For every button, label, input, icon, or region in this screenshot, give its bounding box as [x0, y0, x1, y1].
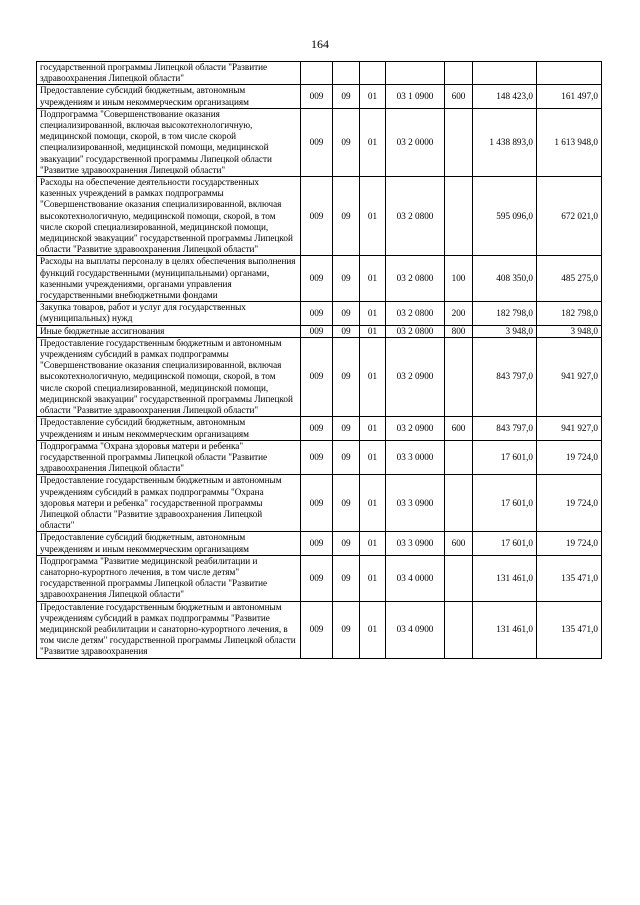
amount-year2-cell: 941 927,0 — [537, 417, 602, 440]
section-code-cell: 09 — [333, 532, 360, 555]
expense-type-cell: 600 — [445, 417, 473, 440]
subsection-code-cell: 01 — [360, 325, 386, 337]
table-body — [37, 62, 602, 659]
expense-type-cell: 600 — [445, 532, 473, 555]
table-row — [37, 337, 602, 416]
section-code-cell: 09 — [333, 555, 360, 601]
table-row — [37, 475, 602, 532]
target-article-cell: 03 3 0900 — [386, 532, 445, 555]
target-article-cell: 03 2 0800 — [386, 325, 445, 337]
target-article-cell: 03 3 0000 — [386, 440, 445, 475]
target-article-cell: 03 4 0900 — [386, 601, 445, 658]
amount-year2-cell: 135 471,0 — [537, 601, 602, 658]
section-code-cell: 09 — [333, 108, 360, 176]
expense-type-cell — [445, 555, 473, 601]
table-row — [37, 532, 602, 555]
ved-code-cell: 009 — [301, 337, 333, 416]
subsection-code-cell: 01 — [360, 475, 386, 532]
amount-year1-cell: 131 461,0 — [473, 555, 537, 601]
section-code-cell: 09 — [333, 302, 360, 325]
section-code-cell: 09 — [333, 601, 360, 658]
amount-year2-cell: 485 275,0 — [537, 256, 602, 302]
table-row — [37, 325, 602, 337]
amount-year1-cell: 1 438 893,0 — [473, 108, 537, 176]
target-article-cell: 03 2 0800 — [386, 256, 445, 302]
amount-year2-cell: 135 471,0 — [537, 555, 602, 601]
table-row — [37, 440, 602, 475]
target-article-cell: 03 3 0900 — [386, 475, 445, 532]
ved-code-cell: 009 — [301, 256, 333, 302]
amount-year2-cell: 3 948,0 — [537, 325, 602, 337]
table-row — [37, 177, 602, 256]
subsection-code-cell: 01 — [360, 555, 386, 601]
amount-year2-cell: 19 724,0 — [537, 532, 602, 555]
amount-year1-cell: 17 601,0 — [473, 475, 537, 532]
ved-code-cell: 009 — [301, 108, 333, 176]
budget-table — [36, 61, 602, 659]
subsection-code-cell: 01 — [360, 256, 386, 302]
expense-type-cell: 600 — [445, 85, 473, 108]
expense-type-cell: 800 — [445, 325, 473, 337]
target-article-cell: 03 2 0900 — [386, 417, 445, 440]
expense-type-cell: 200 — [445, 302, 473, 325]
table-row — [37, 601, 602, 658]
expense-type-cell — [445, 62, 473, 85]
amount-year1-cell: 3 948,0 — [473, 325, 537, 337]
table-row — [37, 555, 602, 601]
table-row — [37, 256, 602, 302]
row-name-cell: Расходы на обеспечение деятельности государственных казенных учреждений в рамках подпрограммы "Совершенствование оказания специализированной, включая высокотехнологичную, медицинской помощи, скорой, в том числе скорой специализированной, медицинской помощи, медицинской эвакуации" государственной программы Липецкой области "Развитие здравоохранения Липецкой области" — [37, 177, 301, 256]
ved-code-cell: 009 — [301, 601, 333, 658]
amount-year2-cell: 19 724,0 — [537, 475, 602, 532]
target-article-cell: 03 2 0900 — [386, 337, 445, 416]
row-name-cell: Подпрограмма "Охрана здоровья матери и ребенка" государственной программы Липецкой области "Развитие здравоохранения Липецкой области" — [37, 440, 301, 475]
expense-type-cell — [445, 601, 473, 658]
expense-type-cell — [445, 475, 473, 532]
amount-year1-cell: 182 798,0 — [473, 302, 537, 325]
amount-year2-cell: 941 927,0 — [537, 337, 602, 416]
target-article-cell: 03 2 0800 — [386, 302, 445, 325]
subsection-code-cell: 01 — [360, 417, 386, 440]
expense-type-cell — [445, 337, 473, 416]
row-name-cell: Предоставление государственным бюджетным и автономным учреждениям субсидий в рамках подпрограммы "Совершенствование оказания специализированной, включая высокотехнологичную, медицинской помощи, скорой, в том числе скорой специализированной, медицинской помощи, медицинской эвакуации" государственной программы Липецкой области "Развитие здравоохранения Липецкой области" — [37, 337, 301, 416]
row-name-cell: Подпрограмма "Совершенствование оказания специализированной, включая высокотехнологичную, медицинской помощи, скорой, в том числе скорой специализированной, медицинской помощи, медицинской эвакуации" государственной программы Липецкой области "Развитие здравоохранения Липецкой области" — [37, 108, 301, 176]
subsection-code-cell — [360, 62, 386, 85]
target-article-cell: 03 4 0000 — [386, 555, 445, 601]
target-article-cell: 03 2 0800 — [386, 177, 445, 256]
amount-year2-cell: 672 021,0 — [537, 177, 602, 256]
amount-year1-cell: 17 601,0 — [473, 532, 537, 555]
page-number: 164 — [311, 37, 329, 51]
row-name-cell: Предоставление государственным бюджетным и автономным учреждениям субсидий в рамках подпрограммы "Охрана здоровья матери и ребенка" государственной программы Липецкой области "Развитие здравоохранения Липецкой области" — [37, 475, 301, 532]
section-code-cell: 09 — [333, 325, 360, 337]
amount-year2-cell: 182 798,0 — [537, 302, 602, 325]
ved-code-cell: 009 — [301, 555, 333, 601]
subsection-code-cell: 01 — [360, 177, 386, 256]
amount-year2-cell: 1 613 948,0 — [537, 108, 602, 176]
ved-code-cell: 009 — [301, 532, 333, 555]
expense-type-cell — [445, 108, 473, 176]
ved-code-cell: 009 — [301, 85, 333, 108]
section-code-cell: 09 — [333, 85, 360, 108]
table-row — [37, 62, 602, 85]
row-name-cell: Предоставление государственным бюджетным и автономным учреждениям субсидий в рамках подпрограммы "Развитие медицинской реабилитации и санаторно-курортного лечения, в том числе детям" государственной программы Липецкой области "Развитие здравоохранения — [37, 601, 301, 658]
amount-year1-cell: 408 350,0 — [473, 256, 537, 302]
subsection-code-cell: 01 — [360, 337, 386, 416]
expense-type-cell: 100 — [445, 256, 473, 302]
amount-year1-cell: 595 096,0 — [473, 177, 537, 256]
amount-year1-cell: 148 423,0 — [473, 85, 537, 108]
ved-code-cell: 009 — [301, 302, 333, 325]
amount-year1-cell: 843 797,0 — [473, 337, 537, 416]
row-name-cell: Иные бюджетные ассигнования — [37, 325, 301, 337]
row-name-cell: Предоставление субсидий бюджетным, автономным учреждениям и иным некоммерческим организациям — [37, 532, 301, 555]
ved-code-cell: 009 — [301, 417, 333, 440]
section-code-cell: 09 — [333, 256, 360, 302]
row-name-cell: Закупка товаров, работ и услуг для государственных (муниципальных) нужд — [37, 302, 301, 325]
table-row — [37, 302, 602, 325]
row-name-cell: государственной программы Липецкой области "Развитие здравоохранения Липецкой области" — [37, 62, 301, 85]
target-article-cell — [386, 62, 445, 85]
table-row — [37, 108, 602, 176]
row-name-cell: Предоставление субсидий бюджетным, автономным учреждениям и иным некоммерческим организациям — [37, 85, 301, 108]
subsection-code-cell: 01 — [360, 108, 386, 176]
table-row — [37, 417, 602, 440]
amount-year2-cell — [537, 62, 602, 85]
table-row — [37, 85, 602, 108]
ved-code-cell — [301, 62, 333, 85]
ved-code-cell: 009 — [301, 325, 333, 337]
section-code-cell: 09 — [333, 440, 360, 475]
amount-year1-cell: 131 461,0 — [473, 601, 537, 658]
subsection-code-cell: 01 — [360, 302, 386, 325]
section-code-cell — [333, 62, 360, 85]
amount-year1-cell: 17 601,0 — [473, 440, 537, 475]
section-code-cell: 09 — [333, 177, 360, 256]
ved-code-cell: 009 — [301, 440, 333, 475]
target-article-cell: 03 1 0900 — [386, 85, 445, 108]
amount-year1-cell — [473, 62, 537, 85]
section-code-cell: 09 — [333, 337, 360, 416]
subsection-code-cell: 01 — [360, 85, 386, 108]
section-code-cell: 09 — [333, 475, 360, 532]
target-article-cell: 03 2 0000 — [386, 108, 445, 176]
subsection-code-cell: 01 — [360, 601, 386, 658]
row-name-cell: Расходы на выплаты персоналу в целях обеспечения выполнения функций государственными (муниципальными) органами, казенными учреждениями, органами управления государственными внебюджетными фондами — [37, 256, 301, 302]
expense-type-cell — [445, 440, 473, 475]
amount-year2-cell: 161 497,0 — [537, 85, 602, 108]
amount-year1-cell: 843 797,0 — [473, 417, 537, 440]
row-name-cell: Подпрограмма "Развитие медицинской реабилитации и санаторно-курортного лечения, в том числе детям" государственной программы Липецкой области "Развитие здравоохранения Липецкой области" — [37, 555, 301, 601]
row-name-cell: Предоставление субсидий бюджетным, автономным учреждениям и иным некоммерческим организациям — [37, 417, 301, 440]
subsection-code-cell: 01 — [360, 532, 386, 555]
ved-code-cell: 009 — [301, 177, 333, 256]
amount-year2-cell: 19 724,0 — [537, 440, 602, 475]
section-code-cell: 09 — [333, 417, 360, 440]
ved-code-cell: 009 — [301, 475, 333, 532]
expense-type-cell — [445, 177, 473, 256]
subsection-code-cell: 01 — [360, 440, 386, 475]
